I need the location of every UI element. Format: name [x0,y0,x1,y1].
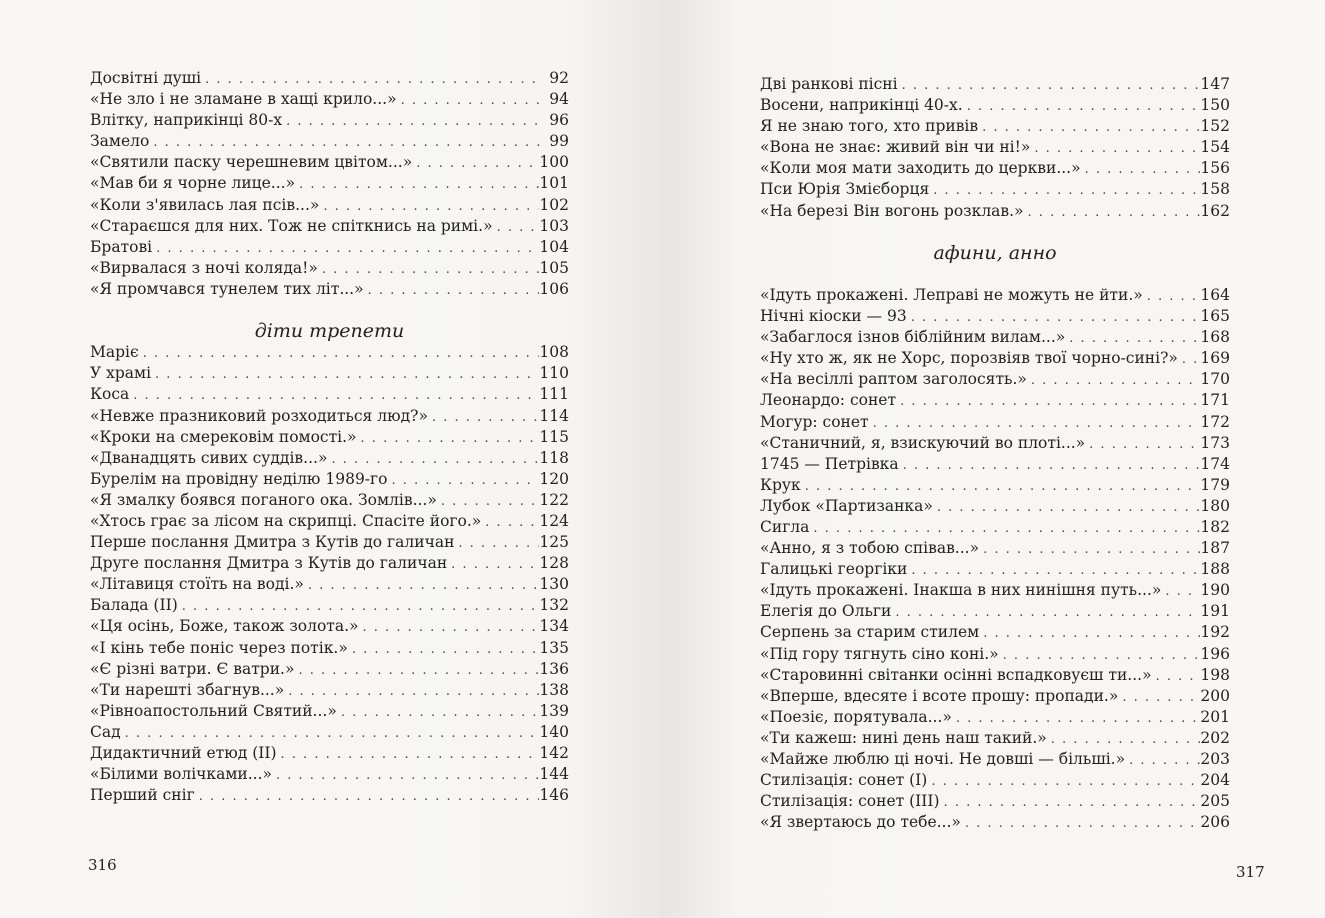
toc-entry [90,616,569,637]
dot-leader [388,470,540,491]
toc-entry [90,342,569,363]
toc-entry [760,369,1230,390]
dot-leader [337,702,540,723]
toc-entry [760,454,1230,475]
entry-page-number: 130 [539,575,569,594]
entry-title: «Я промчався тунелем тих літ...» [90,279,364,298]
dot-leader [1027,370,1201,391]
toc-entry [90,764,569,785]
dot-leader [428,407,539,428]
toc-entry [760,749,1230,770]
dot-leader [961,813,1201,834]
toc-entry [760,770,1230,791]
dot-leader [357,428,540,449]
toc-entry [760,306,1230,327]
toc-entry [760,812,1230,833]
entry-title: Стилізація: сонет (І) [760,771,928,790]
dot-leader [152,238,539,259]
entry-page-number: 100 [539,153,569,172]
dot-leader [1143,286,1201,307]
entry-page-number: 125 [539,533,569,552]
dot-leader [1085,434,1200,455]
entry-title: Елегія до Ольги [760,602,892,621]
toc-entry [90,553,569,574]
toc-entry [90,173,569,194]
entry-title: Влітку, наприкінці 80-х [90,111,283,130]
dot-leader [397,90,541,111]
dot-leader [139,343,540,364]
entry-page-number: 140 [539,722,569,741]
entry-title: «Святили паску черешневим цвітом...» [90,153,413,172]
right-page [662,0,1325,918]
entry-title: Серпень за старим стилем [760,623,980,642]
dot-leader [327,449,539,470]
entry-page-number: 146 [539,786,569,805]
left-entries-b [90,342,569,806]
entry-page-number: 198 [1200,665,1230,684]
entry-title: Балада (ІІ) [90,596,178,615]
entry-page-number: 169 [1200,349,1230,368]
entry-page-number: 128 [539,554,569,573]
entry-page-number: 122 [539,490,569,509]
entry-title: «Коли з'явилась лая псів...» [90,195,320,214]
entry-page-number: 174 [1200,454,1230,473]
entry-title: Нічні кіоски — 93 [760,307,907,326]
entry-title: «Є різні ватри. Є ватри.» [90,659,295,678]
entry-title: Бурелім на провідну неділю 1989-го [90,469,388,488]
entry-title: «Майже люблю ці ночі. Не довші — більші.» [760,750,1126,768]
section-title: діти трепети [254,320,405,343]
entry-title: «Коли моя мати заходить до церкви...» [760,159,1081,178]
dot-leader [437,491,540,512]
entry-title: «Ідуть прокажені. Леправі не можуть не йти.» [760,285,1143,304]
toc-entry [90,574,569,595]
section-spacer [90,300,569,321]
toc-entry [760,559,1230,580]
entry-title: «Вона не знає: живий він чи ні!» [760,138,1031,157]
entry-page-number: 104 [539,237,569,256]
page-number: 316 [88,856,117,874]
entry-title: «Ну хто ж, як не Хорс, порозвіяв твої чорно-сині?» [760,349,1178,368]
dot-leader [1125,750,1200,771]
dot-leader [454,533,539,554]
dot-leader [447,554,539,575]
entry-page-number: 99 [549,132,569,151]
toc-entry [90,195,569,216]
toc-entry [90,532,569,553]
entry-title: Досвітні душі [90,69,202,87]
entry-title: Перше послання Дмитра з Кутів до галичан [90,533,455,552]
dot-leader [999,645,1201,666]
toc-entry [90,237,569,258]
dot-leader [272,765,539,786]
entry-page-number: 203 [1200,750,1230,768]
entry-title: Сад [90,722,121,741]
entry-page-number: 179 [1200,475,1230,494]
entry-title: Могур: сонет [760,412,869,431]
entry-title: «Не зло і не зламане в хащі крило...» [90,90,397,109]
entry-title: Восени, наприкінці 40-х. [760,96,963,115]
entry-page-number: 201 [1200,707,1230,726]
toc-entry [90,722,569,743]
dot-leader [978,117,1200,138]
entry-title: 1745 — Петрівка [760,454,899,473]
entry-title: «Невже празниковий розходиться люд?» [90,406,428,425]
entry-page-number: 111 [539,385,569,404]
entry-page-number: 182 [1200,517,1230,536]
entry-page-number: 150 [1200,96,1230,115]
entry-page-number: 115 [539,427,569,446]
entry-page-number: 162 [1200,201,1230,220]
entry-title: «Дванадцять сивих суддів...» [90,448,328,467]
toc-entry [760,412,1230,433]
dot-leader [493,217,540,238]
dot-leader [129,385,539,406]
toc-entry [90,427,569,448]
entry-title: Я не знаю того, хто привів [760,117,979,136]
entry-title: Крук [760,475,801,494]
toc-entry [760,580,1230,601]
dot-leader [1081,159,1201,180]
toc-entry [90,89,569,110]
dot-leader [929,180,1200,201]
entry-title: «На весіллі раптом заголосять.» [760,370,1027,389]
entry-title: «Під гору тягнуть сіно коні.» [760,644,999,663]
entry-page-number: 118 [539,448,569,467]
entry-title: Замело [90,132,150,151]
toc-entry [90,511,569,532]
toc-entry [760,475,1230,496]
entry-title: «Анно, я з тобою співав...» [760,539,980,558]
entry-page-number: 158 [1200,180,1230,199]
entry-page-number: 188 [1200,560,1230,579]
dot-leader [1118,687,1200,708]
dot-leader [1024,202,1201,223]
dot-leader [151,364,539,385]
page-number: 317 [1236,863,1265,881]
toc-entry [90,469,569,490]
entry-title: «Мав би я чорне лице...» [90,174,296,193]
entry-page-number: 144 [539,765,569,784]
entry-title: Леонардо: сонет [760,391,897,410]
entry-page-number: 132 [539,596,569,615]
toc-entry [760,95,1230,116]
toc-entry [90,785,569,806]
toc-entry [760,201,1230,222]
entry-title: «Я звертаюсь до тебе...» [760,813,961,832]
toc-entry [760,348,1230,369]
entry-page-number: 147 [1200,75,1230,93]
entry-title: Пси Юрія Змієборця [760,180,930,199]
toc-entry [760,116,1230,137]
toc-entry [90,680,569,701]
toc-entry [760,327,1230,348]
entry-page-number: 206 [1200,813,1230,832]
dot-leader [1030,138,1200,159]
toc-entry [760,665,1230,686]
dot-leader [907,307,1201,328]
dot-leader [412,153,539,174]
dot-leader [282,111,541,132]
entry-title: Друге послання Дмитра з Кутів до галичан [90,554,448,573]
dot-leader [294,660,539,681]
toc-entry [90,110,569,131]
toc-entry [90,490,569,511]
entry-title: «Ця осінь, Боже, також золота.» [90,617,359,636]
entry-page-number: 204 [1200,771,1230,790]
toc-entry [760,390,1230,411]
dot-leader [1161,581,1200,602]
entry-title: «На березі Він вогонь розклав.» [760,201,1024,220]
entry-page-number: 202 [1200,728,1230,747]
dot-leader [801,476,1201,497]
right-entries-b [760,285,1230,833]
dot-leader [178,596,540,617]
toc-entry [760,644,1230,665]
entry-page-number: 170 [1200,370,1230,389]
dot-leader [963,96,1201,117]
dot-leader [1065,328,1200,349]
toc-entry [760,137,1230,158]
dot-leader [195,786,540,807]
section-spacer [760,222,1230,243]
dot-leader [277,744,540,765]
toc-entry [90,258,569,279]
toc-entry [760,601,1230,622]
entry-page-number: 200 [1200,686,1230,705]
entry-page-number: 135 [539,638,569,657]
entry-title: «Вирвалася з ночі коляда!» [90,258,318,277]
dot-leader [896,391,1200,412]
dot-leader [284,681,539,702]
toc-entry [760,622,1230,643]
entry-page-number: 191 [1200,602,1230,621]
entry-title: «Хтось грає за лісом на скрипці. Спасіте його.» [90,511,482,530]
dot-leader [898,75,1201,96]
entry-page-number: 105 [539,258,569,277]
entry-page-number: 187 [1200,539,1230,558]
left-toc [90,68,569,806]
entry-title: Дві ранкові пісні [760,75,898,93]
dot-leader [979,623,1200,644]
toc-entry [90,68,569,89]
entry-page-number: 205 [1200,792,1230,811]
toc-entry [90,595,569,616]
entry-page-number: 124 [539,511,569,530]
entry-page-number: 103 [539,216,569,235]
entry-page-number: 173 [1200,433,1230,452]
toc-entry [90,638,569,659]
entry-title: «Я змалку боявся поганого ока. Зомлів...» [90,490,437,509]
entry-title: «Стараєшся для них. Тож не спіткнись на римі.» [90,216,493,235]
entry-page-number: 152 [1200,117,1230,136]
entry-title: Братові [90,237,153,256]
toc-entry [90,363,569,384]
entry-title: «Забаглося ізнов біблійним вилам...» [760,328,1066,347]
entry-page-number: 168 [1200,328,1230,347]
dot-leader [940,792,1201,813]
dot-leader [359,617,540,638]
toc-entry [760,707,1230,728]
dot-leader [319,196,539,217]
dot-leader [1047,729,1201,750]
toc-entry [90,384,569,405]
entry-title: «І кінь тебе поніс через потік.» [90,638,348,657]
entry-page-number: 136 [539,659,569,678]
dot-leader [952,708,1201,729]
toc-entry [760,74,1230,95]
dot-leader [869,413,1201,434]
entry-page-number: 154 [1200,138,1230,157]
entry-title: «Ти кажеш: нині день наш такий.» [760,728,1047,747]
toc-entry [90,659,569,680]
dot-leader [201,69,541,90]
entry-title: «Ти нарешті збагнув...» [90,680,285,699]
dot-leader [348,639,540,660]
entry-title: Лубок «Партизанка» [760,496,933,515]
entry-page-number: 139 [539,701,569,720]
dot-leader [295,174,539,195]
entry-page-number: 190 [1200,581,1230,600]
dot-leader [899,455,1201,476]
toc-entry [90,152,569,173]
left-page [0,0,662,918]
toc-entry [760,517,1230,538]
entry-page-number: 110 [539,364,569,383]
entry-title: «Поезіє, порятувала...» [760,707,952,726]
toc-entry [90,406,569,427]
entry-title: Сигла [760,517,810,536]
toc-entry [760,285,1230,306]
entry-title: Галицькі георгіки [760,560,908,579]
left-entries-a [90,68,569,300]
entry-page-number: 172 [1200,412,1230,431]
toc-entry [760,433,1230,454]
dot-leader [304,575,540,596]
entry-title: «Літавиця стоїть на воді.» [90,575,304,594]
entry-page-number: 92 [549,69,569,87]
dot-leader [907,560,1200,581]
section-spacer [760,264,1230,285]
toc-entry [90,701,569,722]
dot-leader [1152,666,1201,687]
dot-leader [933,497,1201,518]
entry-page-number: 101 [539,174,569,193]
entry-title: Коса [90,385,130,404]
entry-page-number: 196 [1200,644,1230,663]
entry-page-number: 156 [1200,159,1230,178]
entry-title: Перший сніг [90,786,195,805]
right-entries-a [760,74,1230,222]
toc-entry [760,538,1230,559]
entry-title: «Старовинні світанки осінні вспадковуєш ти...» [760,665,1152,684]
toc-entry [90,279,569,300]
dot-leader [809,518,1200,539]
entry-title: «Кроки на смерековім помості.» [90,427,357,446]
toc-entry [760,496,1230,517]
dot-leader [318,259,540,280]
dot-leader [979,539,1200,560]
entry-page-number: 94 [549,90,569,109]
entry-page-number: 171 [1200,391,1230,410]
dot-leader [481,512,539,533]
toc-entry [90,448,569,469]
toc-entry [760,728,1230,749]
entry-title: Маріє [90,343,139,362]
toc-entry [760,158,1230,179]
dot-leader [891,602,1200,623]
entry-page-number: 180 [1200,496,1230,515]
toc-entry [760,791,1230,812]
toc-entry [90,743,569,764]
dot-leader [364,280,540,301]
entry-page-number: 192 [1200,623,1230,642]
entry-page-number: 142 [539,744,569,762]
entry-page-number: 96 [549,111,569,130]
entry-title: «Станичний, я, взискуючий во плоті...» [760,433,1086,452]
entry-page-number: 114 [539,406,569,425]
dot-leader [121,723,540,744]
entry-page-number: 164 [1200,285,1230,304]
dot-leader [927,771,1200,792]
entry-page-number: 102 [539,195,569,214]
entry-page-number: 120 [539,469,569,488]
entry-title: Дидактичний етюд (ІІ) [90,744,277,762]
dot-leader [1178,349,1201,370]
section-title: афини, анно [933,241,1057,264]
toc-entry [90,216,569,237]
entry-title: «Рівноапостольний Святий...» [90,701,337,720]
dot-leader [149,132,541,153]
entry-title: Стилізація: сонет (ІІІ) [760,792,940,811]
entry-page-number: 134 [539,617,569,636]
entry-page-number: 165 [1200,307,1230,326]
entry-title: «Ідуть прокажені. Інакша в них нинішня путь...» [760,581,1162,600]
right-toc [760,74,1230,833]
toc-entry [760,686,1230,707]
entry-title: У храмі [90,364,152,383]
toc-entry [760,179,1230,200]
entry-page-number: 138 [539,680,569,699]
entry-page-number: 108 [539,343,569,362]
entry-title: «Білими волічками...» [90,765,273,784]
toc-entry [90,131,569,152]
entry-title: «Вперше, вдесяте і всоте прошу: пропади.» [760,686,1119,705]
entry-page-number: 106 [539,279,569,298]
